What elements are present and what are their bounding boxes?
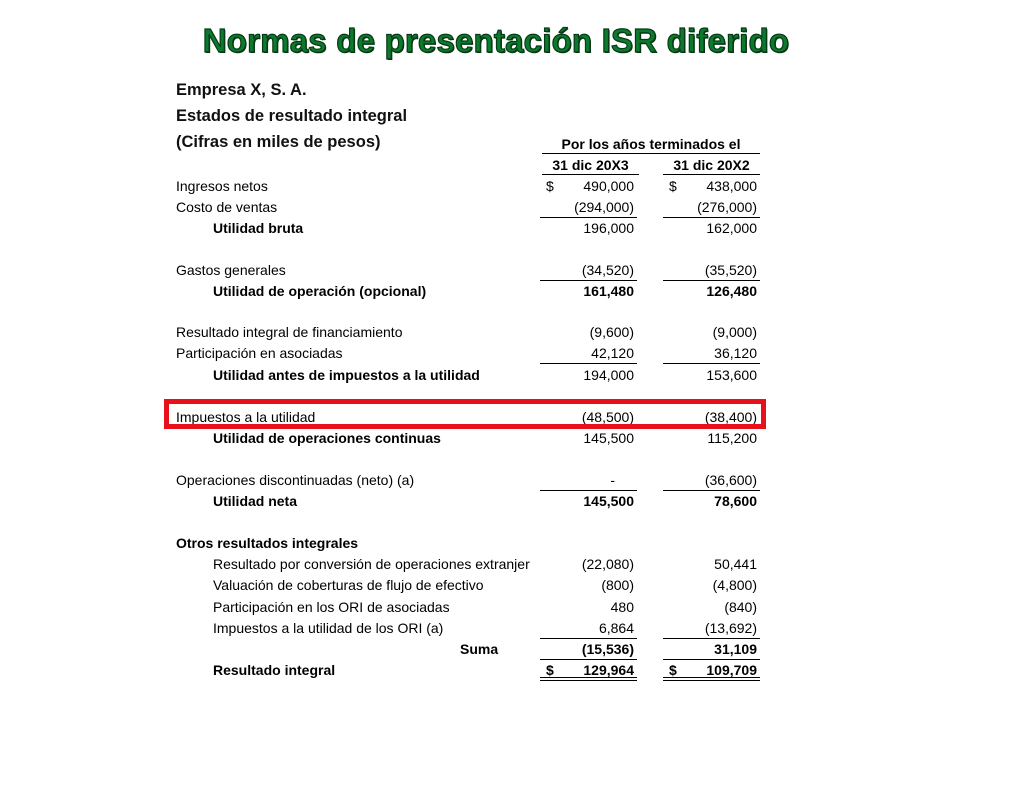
- table-row: [0, 472, 1024, 492]
- value-20x3: (22,080): [581, 556, 634, 572]
- row-label: Participación en los ORI de asociadas: [213, 599, 450, 615]
- table-row: [0, 178, 1024, 198]
- table-row: [0, 324, 1024, 344]
- row-label: Ingresos netos: [176, 178, 268, 194]
- period-header: Por los años terminados el: [542, 136, 760, 154]
- column-header-20x2: 31 dic 20X2: [663, 157, 760, 175]
- row-label: Resultado por conversión de operaciones extranjer: [213, 556, 530, 572]
- value-20x3: 161,480: [583, 283, 634, 299]
- row-label: Utilidad de operación (opcional): [213, 283, 427, 299]
- row-label: Gastos generales: [176, 262, 286, 278]
- value-20x2: (276,000): [663, 199, 760, 218]
- value-20x3: (800): [601, 577, 634, 593]
- currency-symbol: $: [546, 178, 554, 194]
- table-row: [0, 262, 1024, 282]
- units-note: (Cifras en miles de pesos): [176, 133, 381, 151]
- value-20x3: 145,500: [583, 430, 634, 446]
- currency-symbol: $: [669, 662, 677, 678]
- value-20x3: -: [540, 472, 637, 491]
- value-20x2: 162,000: [706, 220, 757, 236]
- value-20x2: (13,692): [663, 620, 760, 639]
- value-20x3: (294,000): [540, 199, 637, 218]
- value-20x2: (840): [724, 599, 757, 615]
- row-label: Operaciones discontinuadas (neto) (a): [176, 472, 415, 488]
- table-row: [0, 577, 1024, 597]
- value-20x3: (15,536): [540, 641, 637, 660]
- value-20x3: 42,120: [540, 345, 637, 364]
- row-label: Utilidad neta: [213, 493, 298, 509]
- value-20x3: 145,500: [583, 493, 634, 509]
- row-label: Valuación de coberturas de flujo de efectivo: [213, 577, 484, 593]
- row-label: Utilidad bruta: [213, 220, 304, 236]
- value-20x2: (35,520): [663, 262, 760, 281]
- currency-symbol: $: [669, 178, 677, 194]
- currency-symbol: $: [546, 662, 554, 678]
- table-row: [0, 662, 1024, 682]
- value-20x2: 36,120: [663, 345, 760, 364]
- row-label: Otros resultados integrales: [176, 535, 359, 551]
- row-label: Utilidad de operaciones continuas: [213, 430, 441, 446]
- value-20x3: (48,500): [540, 409, 637, 428]
- table-row: [0, 220, 1024, 240]
- row-label: Resultado integral: [213, 662, 336, 678]
- table-row: [0, 620, 1024, 640]
- table-row: [0, 599, 1024, 619]
- row-label: Utilidad antes de impuestos a la utilidad: [213, 367, 480, 383]
- row-label: Impuestos a la utilidad: [176, 409, 316, 425]
- value-20x3: 194,000: [583, 367, 634, 383]
- value-20x2: (4,800): [712, 577, 757, 593]
- value-20x3: (9,600): [589, 324, 634, 340]
- value-20x2: 153,600: [706, 367, 757, 383]
- value-20x2: 126,480: [706, 283, 757, 299]
- slide-title: Normas de presentación ISR diferido: [202, 22, 790, 59]
- company-name: Empresa X, S. A.: [176, 81, 307, 99]
- statement-title: Estados de resultado integral: [176, 107, 408, 125]
- table-row: [0, 493, 1024, 513]
- row-label: Impuestos a la utilidad de los ORI (a): [213, 620, 444, 636]
- value-20x2: (36,600): [663, 472, 760, 491]
- row-label: Participación en asociadas: [176, 345, 343, 361]
- table-row: [0, 345, 1024, 365]
- value-20x2: 115,200: [707, 430, 757, 446]
- table-row: [0, 283, 1024, 303]
- row-label: Suma: [460, 641, 499, 657]
- value-20x2: (9,000): [712, 324, 757, 340]
- table-row: [0, 430, 1024, 450]
- value-20x2: $ 109,709: [663, 662, 760, 681]
- value-20x3: 480: [610, 599, 634, 615]
- row-label: Resultado integral de financiamiento: [176, 324, 403, 340]
- value-20x2: 50,441: [714, 556, 757, 572]
- value-20x2: $ 438,000: [669, 178, 757, 194]
- section-heading: [0, 535, 1024, 555]
- value-20x3: (34,520): [540, 262, 637, 281]
- table-row: [0, 199, 1024, 219]
- table-row: [0, 367, 1024, 387]
- value-20x3: 196,000: [583, 220, 634, 236]
- table-row: [0, 641, 1024, 661]
- value-20x2: 78,600: [714, 493, 757, 509]
- value-20x3: $ 490,000: [546, 178, 634, 194]
- row-label: Costo de ventas: [176, 199, 278, 215]
- value-20x2: 31,109: [663, 641, 760, 660]
- table-row: [0, 556, 1024, 576]
- value-20x3: $ 129,964: [540, 662, 637, 681]
- column-header-20x3: 31 dic 20X3: [542, 157, 639, 175]
- value-20x3: 6,864: [540, 620, 637, 639]
- highlight-box: [164, 399, 766, 429]
- value-20x2: (38,400): [663, 409, 760, 428]
